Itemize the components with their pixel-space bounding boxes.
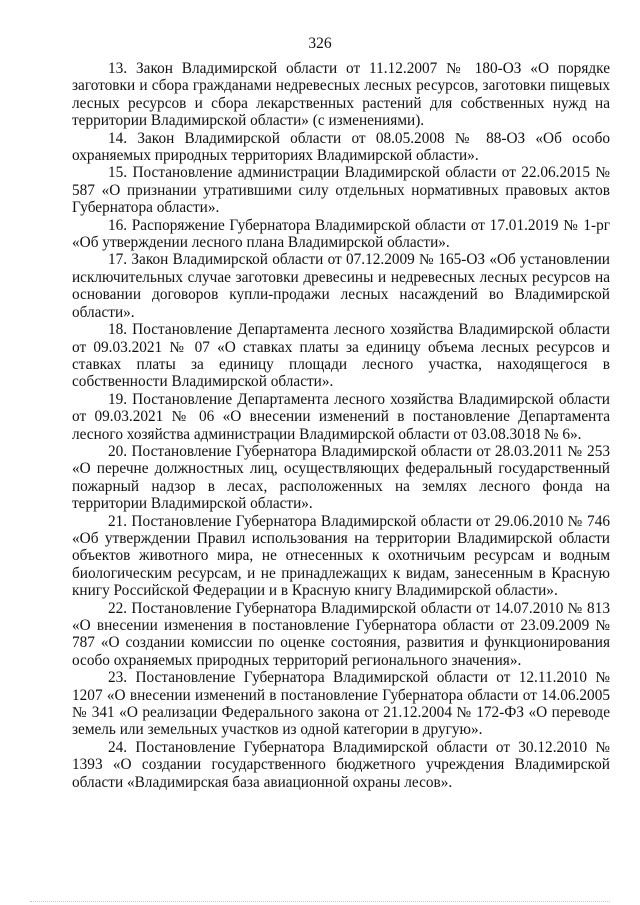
list-item: 21. Постановление Губернатора Владимирской области от 29.06.2010 № 746 «Об утверждении Правил использования на территории Владимирской области объектов животного мира, не отнесенных к охотничьим ресурсам и водным биологическим ресурсам, и не принадлежащих к видам, занесенным в Красную книгу Российской Федерации и в Красную книгу Владимирской области».	[72, 512, 610, 600]
document-body	[72, 60, 610, 791]
list-item: 19. Постановление Департамента лесного хозяйства Владимирской области от 09.03.2021 № 06 «О внесении изменений в постановление Департамента лесного хозяйства администрации Владимирской области от 03.08.3018 № 6».	[72, 390, 610, 443]
list-item: 15. Постановление администрации Владимирской области от 22.06.2015 № 587 «О признании утратившими силу отдельных нормативных правовых актов Губернатора области».	[72, 164, 610, 217]
list-item: 20. Постановление Губернатора Владимирской области от 28.03.2011 № 253 «О перечне должностных лиц, осуществляющих федеральный государственный пожарный надзор в лесах, расположенных на землях лесного фонда на территории Владимирской области».	[72, 442, 610, 513]
list-item: 23. Постановление Губернатора Владимирской области от 12.11.2010 № 1207 «О внесении изменений в постановление Губернатора области от 14.06.2005 № 341 «О реализации Федерального закона от 21.12.2004 № 172-ФЗ «О переводе земель или земельных участков из одной категории в другую».	[72, 669, 610, 739]
list-item: 18. Постановление Департамента лесного хозяйства Владимирской области от 09.03.2021 № 07 «О ставках платы за единицу объема лесных ресурсов и ставках платы за единицу площади лесного участка, находящегося в собственности Владимирской области».	[72, 321, 610, 391]
list-item: 22. Постановление Губернатора Владимирской области от 14.07.2010 № 813 «О внесении изменения в постановление Губернатора области от 23.09.2009 № 787 «О создании комиссии по оценке состояния, развития и функционирования особо охраняемых природных территорий регионального значения».	[72, 599, 610, 669]
list-item: 24. Постановление Губернатора Владимирской области от 30.12.2010 № 1393 «О создании государственного бюджетного учреждения Владимирской области «Владимирская база авиационной охраны лесов».	[72, 738, 610, 791]
page-number: 326	[308, 35, 332, 52]
list-item: 16. Распоряжение Губернатора Владимирской области от 17.01.2019 № 1-рг «Об утверждении лесного плана Владимирской области».	[72, 216, 610, 252]
scan-edge-divider	[30, 901, 610, 903]
list-item: 13. Закон Владимирской области от 11.12.2007 № 180-ОЗ «О порядке заготовки и сбора гражданами недревесных лесных ресурсов, заготовки пищевых лесных ресурсов и сбора лекарственных растений для собственных нужд на территории Владимирской области» (с изменениями).	[72, 60, 610, 130]
list-item: 17. Закон Владимирской области от 07.12.2009 № 165-ОЗ «Об установлении исключительных случае заготовки древесины и недревесных лесных ресурсов на основании договоров купли-продажи лесных насаждений во Владимирской области».	[72, 251, 610, 321]
list-item: 14. Закон Владимирской области от 08.05.2008 № 88-ОЗ «Об особо охраняемых природных территориях Владимирской области».	[72, 129, 610, 165]
